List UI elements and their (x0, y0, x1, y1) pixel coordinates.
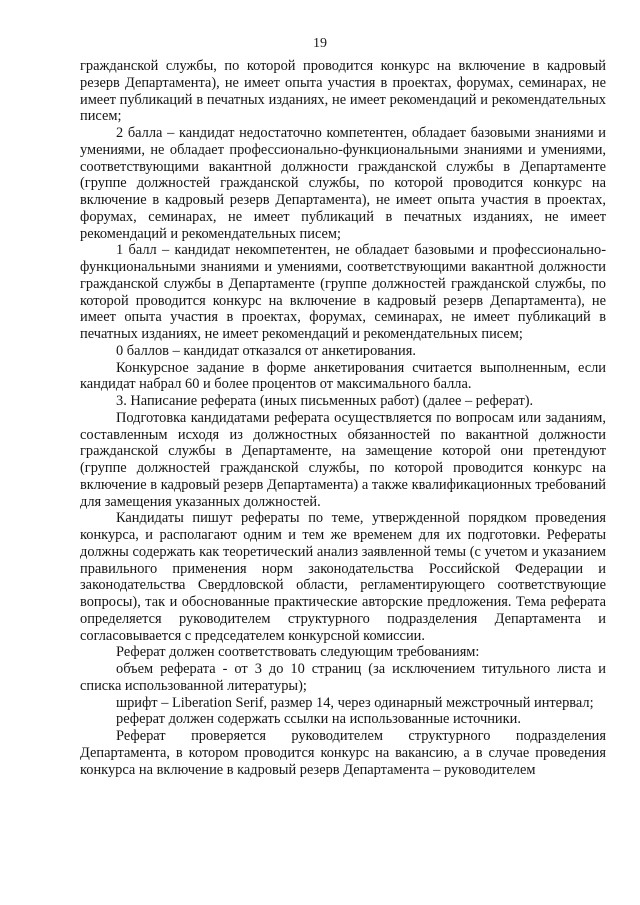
page-body (80, 58, 606, 778)
paragraph: Кандидаты пишут рефераты по теме, утвержденной порядком проведения конкурса, и располагают одним и тем же временем для их подготовки. Рефераты должны содержать как теоретический анализ заявленной темы (с учетом и указанием правильного применения норм законодательства Российской Федерации и законодательства Свердловской области, регламентирующего соответствующие вопросы), так и обоснованные практические авторские предложения. Тема реферата определяется руководителем структурного подразделения Департамента и согласовывается с председателем конкурсной комиссии. (80, 510, 606, 644)
paragraph: Подготовка кандидатами реферата осуществляется по вопросам или заданиям, составленным исходя из должностных обязанностей по вакантной должности гражданской службы в Департаменте, на замещение которой они претендуют (группе должностей гражданской службы, по которой проводится конкурс на включение в кадровый резерв Департамента) а также квалификационных требований для замещения указанных должностей. (80, 409, 606, 510)
page-number: 19 (313, 36, 327, 51)
paragraph: Реферат проверяется руководителем структурного подразделения Департамента, в котором проводится конкурс на вакансию, а в случае проведения конкурса на включение в кадровый резерв Департамента – руководителем (80, 728, 606, 778)
paragraph: 0 баллов – кандидат отказался от анкетирования. (116, 342, 416, 359)
paragraph: реферат должен содержать ссылки на использованные источники. (116, 711, 521, 728)
paragraph: Конкурсное задание в форме анкетирования считается выполненным, если кандидат набрал 60 и более процентов от максимального балла. (80, 359, 606, 393)
paragraph: объем реферата - от 3 до 10 страниц (за исключением титульного листа и списка использованной литературы); (80, 661, 606, 694)
paragraph: 2 балла – кандидат недостаточно компетентен, обладает базовыми знаниями и умениями, не обладает профессионально-функциональными знаниями и умениями, соответствующими вакантной должности гражданской службы в Департаменте (группе должностей гражданской службы, по которой проводится конкурс на включение в кадровый резерв Департамента), не имеет опыта участия в проектах, форумах, семинарах, не имеет публикаций в печатных изданиях, не имеет рекомендаций и рекомендательных писем; (80, 125, 606, 242)
paragraph: шрифт – Liberation Serif, размер 14, через одинарный межстрочный интервал; (116, 694, 594, 711)
paragraph: Реферат должен соответствовать следующим требованиям: (116, 644, 480, 661)
paragraph: 3. Написание реферата (иных письменных работ) (далее – реферат). (116, 393, 534, 409)
paragraph: гражданской службы, по которой проводится конкурс на включение в кадровый резерв Департамента), не имеет опыта участия в проектах, форумах, семинарах, не имеет публикаций в печатных изданиях, не имеет рекомендаций и рекомендательных писем; (80, 58, 606, 125)
paragraph: 1 балл – кандидат некомпетентен, не обладает базовыми и профессионально-функциональными знаниями и умениями, соответствующими вакантной должности гражданской службы в Департаменте (группе должностей гражданской службы, по которой проводится конкурс на включение в кадровый резерв Департамента), не имеет опыта участия в проектах, форумах, семинарах, не имеет публикаций в печатных изданиях, не имеет рекомендаций и рекомендательных писем; (80, 242, 606, 342)
